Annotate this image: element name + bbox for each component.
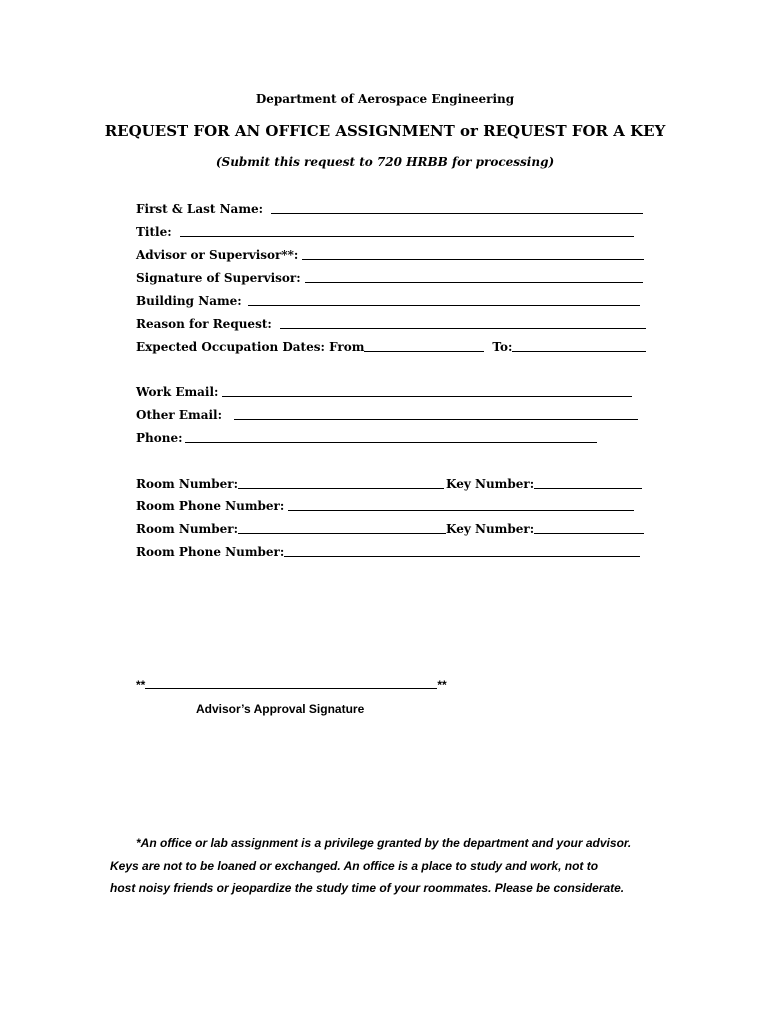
expected-dates-label: Expected Occupation Dates: From <box>136 340 365 354</box>
field-room-key-1 <box>136 475 642 493</box>
title-label: Title: <box>136 225 172 239</box>
field-signature-supervisor <box>136 269 643 287</box>
building-name-line[interactable] <box>248 305 640 306</box>
field-room-phone-2 <box>136 543 640 561</box>
advisor-approval-signature-row <box>136 678 447 692</box>
room-number-1-label: Room Number: <box>136 477 239 491</box>
advisor-label: Advisor or Supervisor**: <box>136 248 299 262</box>
reason-line[interactable] <box>280 328 646 329</box>
field-first-last-name <box>136 200 643 218</box>
field-room-phone-1 <box>136 497 634 515</box>
form-title: REQUEST FOR AN OFFICE ASSIGNMENT or REQUEST FOR A KEY <box>104 122 666 140</box>
room-number-1-line[interactable] <box>238 488 444 489</box>
approval-stars-left: ** <box>136 678 146 692</box>
advisor-approval-label: Advisor’s Approval Signature <box>196 702 365 716</box>
key-number-2-line[interactable] <box>534 533 644 534</box>
field-title <box>136 223 634 241</box>
field-reason <box>136 315 646 333</box>
phone-line[interactable] <box>185 442 597 443</box>
field-advisor <box>136 246 644 264</box>
room-number-2-line[interactable] <box>238 533 446 534</box>
field-work-email <box>136 383 632 401</box>
signature-supervisor-line[interactable] <box>305 282 643 283</box>
department-heading: Department of Aerospace Engineering <box>255 92 515 106</box>
key-number-1-line[interactable] <box>534 488 642 489</box>
advisor-approval-signature-line[interactable] <box>145 688 437 689</box>
field-phone <box>136 429 597 447</box>
first-last-name-line[interactable] <box>271 213 643 214</box>
reason-label: Reason for Request: <box>136 317 272 331</box>
room-phone-2-line[interactable] <box>284 556 640 557</box>
approval-stars-right: ** <box>437 678 447 692</box>
room-phone-1-line[interactable] <box>288 510 634 511</box>
from-date-line[interactable] <box>364 351 484 352</box>
title-line[interactable] <box>180 236 634 237</box>
room-phone-2-label: Room Phone Number: <box>136 545 285 559</box>
field-building-name <box>136 292 640 310</box>
to-label: To: <box>492 340 513 354</box>
key-number-2-label: Key Number: <box>446 522 535 536</box>
phone-label: Phone: <box>136 431 183 445</box>
room-number-2-label: Room Number: <box>136 522 239 536</box>
to-date-line[interactable] <box>512 351 646 352</box>
signature-supervisor-label: Signature of Supervisor: <box>136 271 301 285</box>
building-name-label: Building Name: <box>136 294 242 308</box>
field-expected-dates <box>136 338 646 356</box>
room-phone-1-label: Room Phone Number: <box>136 499 285 513</box>
work-email-line[interactable] <box>222 396 632 397</box>
key-number-1-label: Key Number: <box>446 477 535 491</box>
other-email-line[interactable] <box>234 419 638 420</box>
field-room-key-2 <box>136 520 644 538</box>
first-last-name-label: First & Last Name: <box>136 202 264 216</box>
form-subtitle: (Submit this request to 720 HRBB for processing) <box>215 155 555 169</box>
field-other-email <box>136 406 638 424</box>
advisor-line[interactable] <box>302 259 644 260</box>
footnote-line-1: *An office or lab assignment is a privilege granted by the department and your advisor. <box>136 836 632 850</box>
work-email-label: Work Email: <box>136 385 219 399</box>
footnote-line-3: host noisy friends or jeopardize the study time of your roommates. Please be considerate. <box>110 881 625 895</box>
footnote-line-2: Keys are not to be loaned or exchanged. An office is a place to study and work, not to <box>110 859 599 873</box>
other-email-label: Other Email: <box>136 408 223 422</box>
